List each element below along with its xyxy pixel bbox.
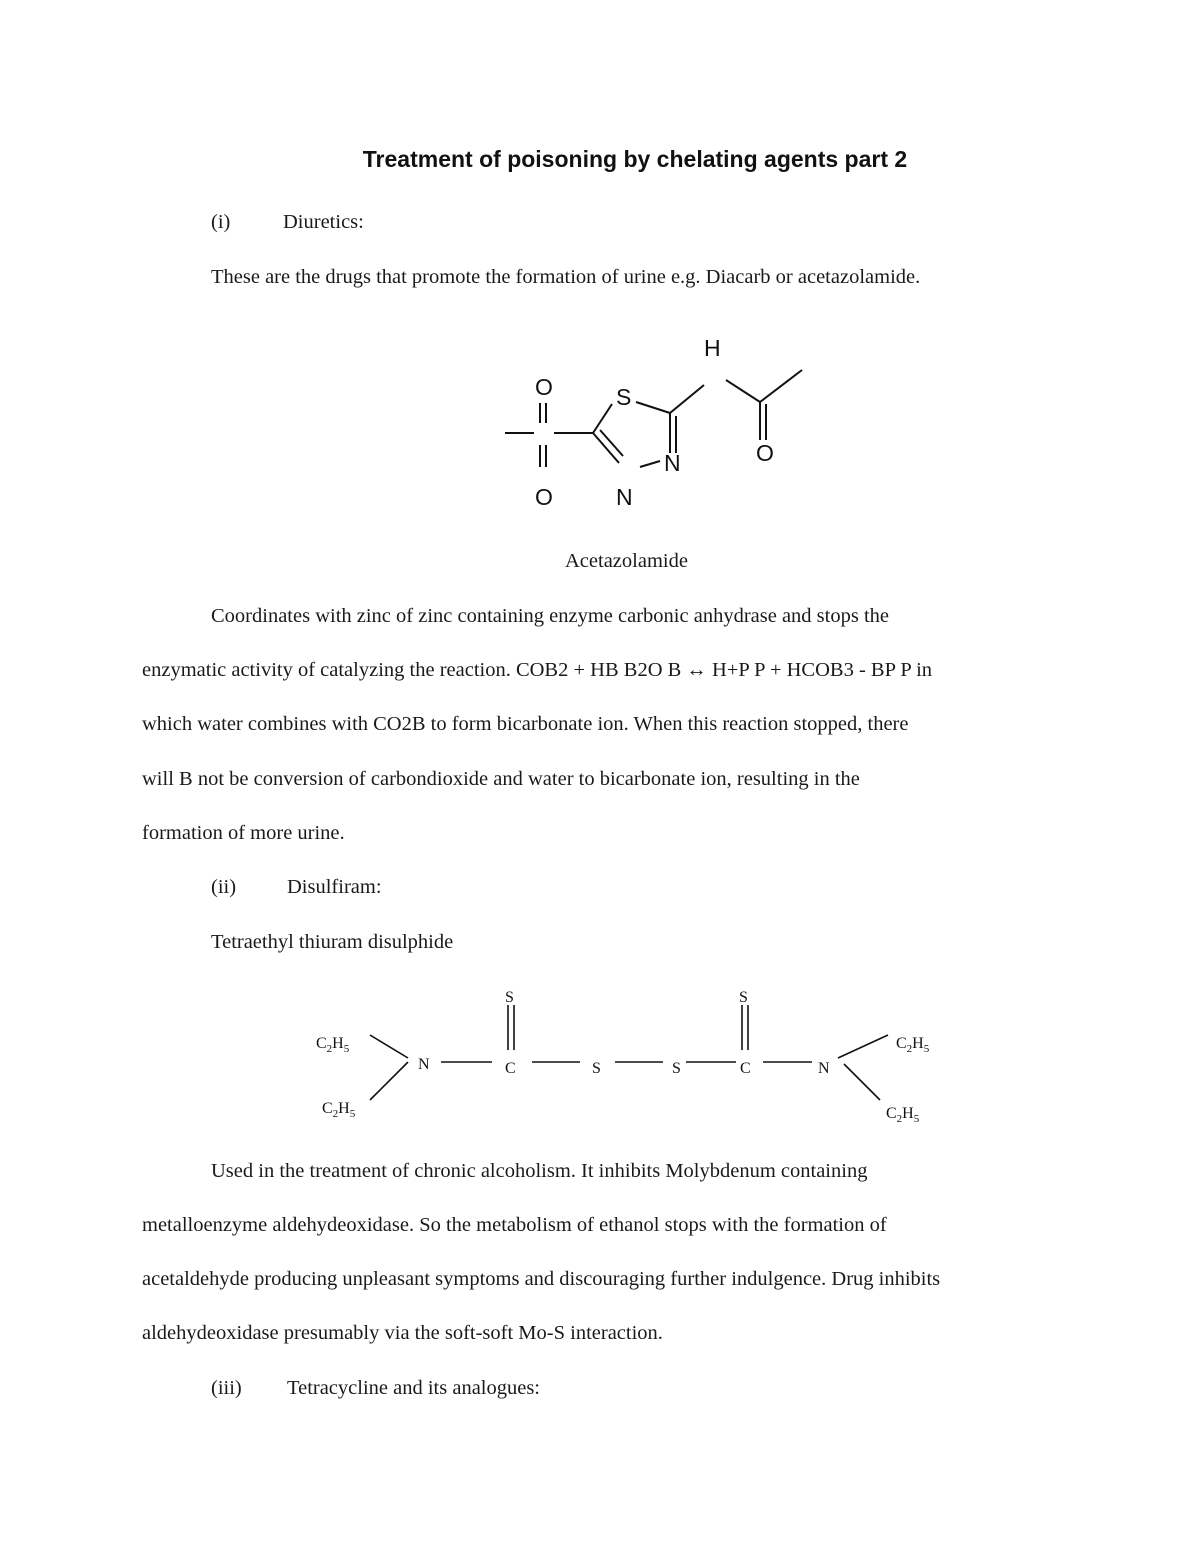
para2-line-1: Used in the treatment of chronic alcoholism. It inhibits Molybdenum containing — [211, 1160, 868, 1182]
page-title: Treatment of poisoning by chelating agents part 2 — [362, 146, 908, 172]
atom-o-carbonyl: O — [756, 440, 774, 466]
para2-line-2: metalloenzyme aldehydeoxidase. So the metabolism of ethanol stops with the formation of — [142, 1214, 887, 1236]
atom-n-ring: N — [664, 450, 681, 476]
section-number-iii: (iii) — [211, 1377, 242, 1399]
ethyl-right-bottom: $C_2H_5$ — [886, 1105, 920, 1125]
atom-s-bridge-1: S — [592, 1060, 601, 1077]
disulfiram-subheading: Tetraethyl thiuram disulphide — [211, 931, 454, 953]
para1-line-1: Coordinates with zinc of zinc containing enzyme carbonic anhydrase and stops the — [211, 605, 889, 627]
caption-acetazolamide: Acetazolamide — [565, 550, 688, 572]
atom-s-right-top: S — [739, 989, 748, 1006]
diuretics-intro: These are the drugs that promote the formation of urine e.g. Diacarb or acetazolamide. — [211, 266, 921, 288]
section-heading-diuretics: Diuretics: — [283, 211, 364, 233]
disulfiram-structure — [300, 980, 960, 1130]
para1-line-3: which water combines with CO2B to form bicarbonate ion. When this reaction stopped, there — [142, 713, 909, 735]
section-number-ii: (ii) — [211, 876, 237, 898]
section-number-i: (i) — [211, 211, 231, 233]
para2-line-3: acetaldehyde producing unpleasant symptoms and discouraging further indulgence. Drug inhibits — [142, 1268, 941, 1290]
para1-line-4: will B not be conversion of carbondioxide and water to bicarbonate ion, resulting in the — [142, 768, 860, 790]
section-heading-tetracycline: Tetracycline and its analogues: — [287, 1377, 541, 1399]
atom-h: H — [704, 335, 721, 361]
ethyl-left-bottom: $C_2H_5$ — [322, 1100, 356, 1120]
para1-line-5: formation of more urine. — [142, 822, 345, 844]
para2-line-4: aldehydeoxidase presumably via the soft-soft Mo-S interaction. — [142, 1322, 663, 1344]
ethyl-left-top: $C_2H_5$ — [316, 1035, 350, 1055]
atom-c-left: C — [505, 1060, 516, 1077]
atom-c-right: C — [740, 1060, 751, 1077]
atom-o-top: O — [535, 374, 553, 400]
ethyl-right-top: $C_2H_5$ — [896, 1035, 930, 1055]
acetazolamide-structure — [490, 330, 820, 530]
atom-n-right: N — [818, 1060, 830, 1077]
section-heading-disulfiram: Disulfiram: — [287, 876, 382, 898]
atom-n-left: N — [418, 1056, 430, 1073]
atom-o-bottom: O — [535, 484, 553, 510]
atom-s-bridge-2: S — [672, 1060, 681, 1077]
atom-s-left-top: S — [505, 989, 514, 1006]
para1-line-2: enzymatic activity of catalyzing the reaction. COB2 + HB B2O B ↔ H+P P + HCOB3 - BP P in — [142, 659, 933, 681]
atom-n-bottom: N — [616, 484, 633, 510]
atom-s: S — [616, 384, 632, 410]
